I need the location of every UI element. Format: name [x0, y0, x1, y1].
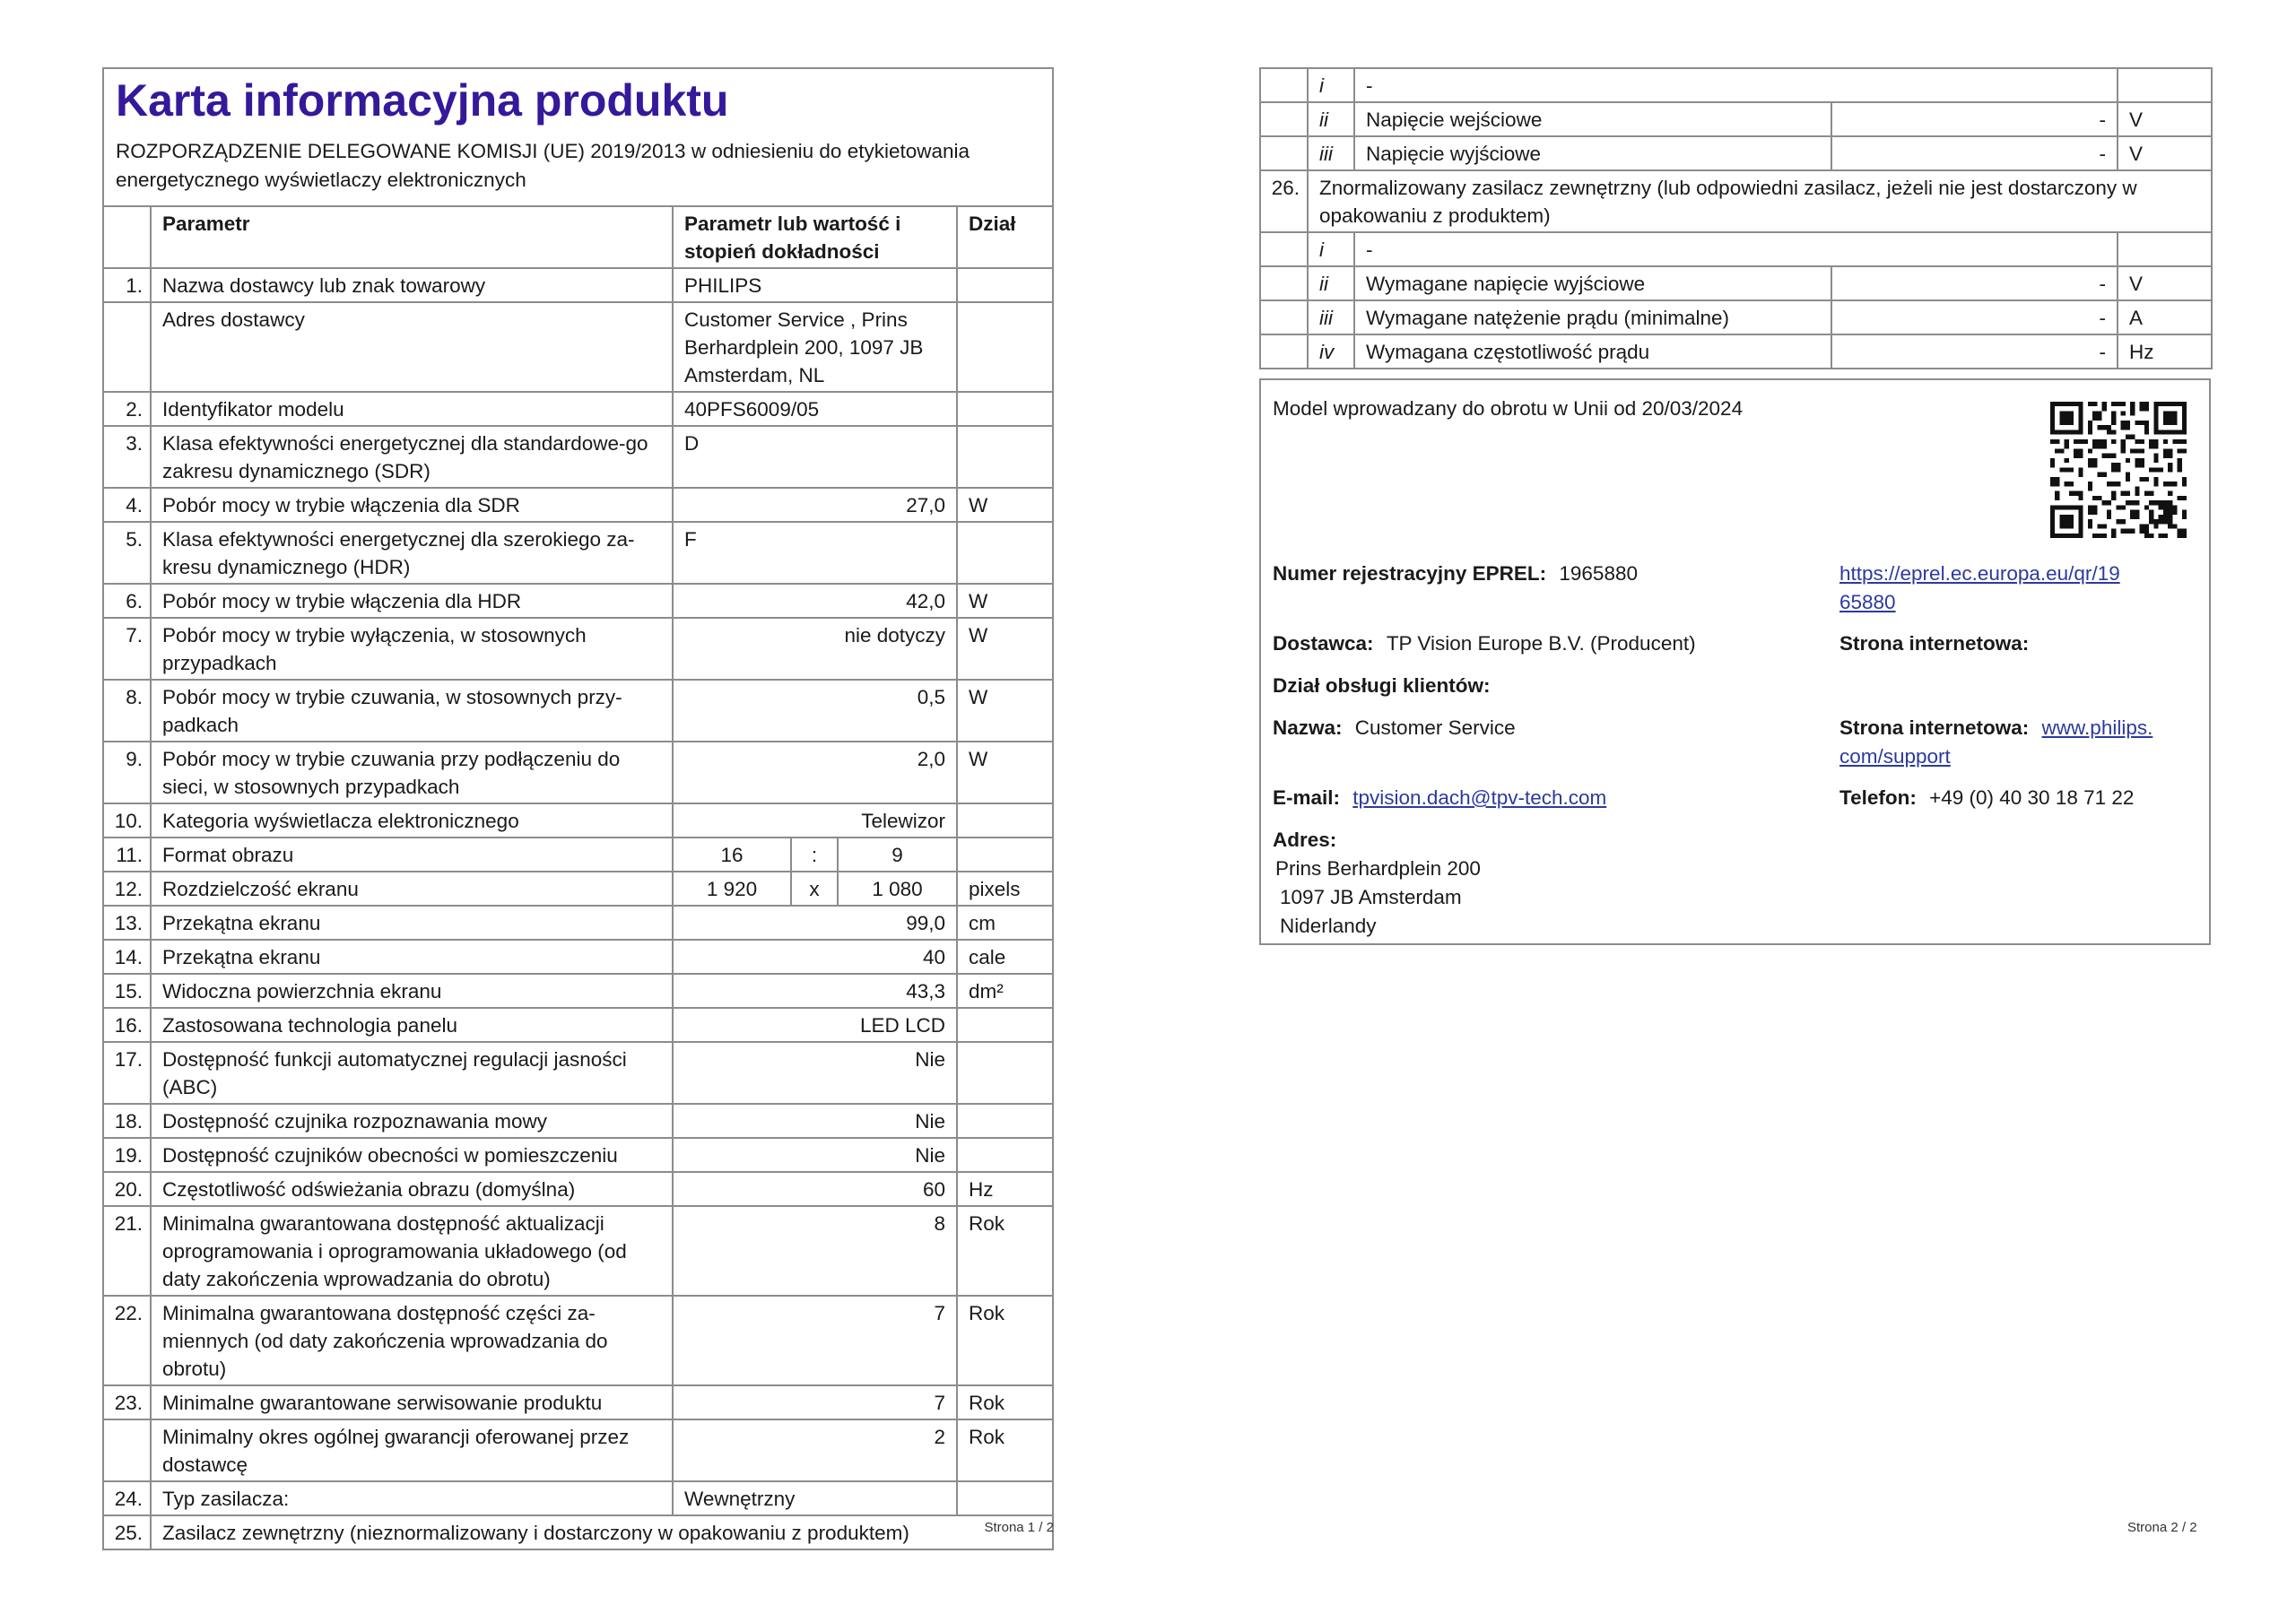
row-value: Nie: [673, 1138, 957, 1172]
table-row: [103, 618, 1053, 680]
row-label: Zasilacz zewnętrzny (nieznormalizowany i dostarczony w opakowaniu z produktem): [151, 1515, 1053, 1549]
eprel-value: 1965880: [1559, 562, 1638, 585]
row-unit: cale: [957, 940, 1053, 974]
row-label: Napięcie wejściowe: [1354, 102, 1831, 136]
row-unit: Hz: [957, 1172, 1053, 1206]
eprel-link-line2[interactable]: 65880: [1839, 591, 1896, 613]
row-value: 43,3: [673, 974, 957, 1008]
row-unit: V: [2118, 266, 2212, 300]
row-label: Pobór mocy w trybie włączenia dla SDR: [151, 488, 673, 522]
customer-service-label: Dział obsługi klientów:: [1273, 674, 1491, 697]
row-number: 9.: [103, 742, 151, 803]
row-label: Typ zasilacza:: [151, 1481, 673, 1515]
row-value: 60: [673, 1172, 957, 1206]
row-label: Minimalna gwarantowana dostępność aktualizacji oprogramowania i oprogramowania układowego (od daty zakończenia wprowadzania do obrotu): [151, 1206, 673, 1296]
row-number: 2.: [103, 392, 151, 426]
row-number: [1260, 102, 1308, 136]
website-label: Strona internetowa:: [1839, 632, 2030, 655]
table-row: [103, 1104, 1053, 1138]
row-number: 8.: [103, 680, 151, 742]
row-unit: Rok: [957, 1296, 1053, 1385]
row-number: [1260, 334, 1308, 369]
row-number: 7.: [103, 618, 151, 680]
row-unit: [957, 1008, 1053, 1042]
table-header-row: [103, 206, 1053, 268]
row-label: Rozdzielczość ekranu: [151, 872, 673, 906]
header-value: Parametr lub wartość i stopień dokładności: [673, 206, 957, 268]
table-row: [103, 1008, 1053, 1042]
row-roman: iv: [1308, 334, 1354, 369]
row-number: 11.: [103, 838, 151, 872]
row-separator: x: [791, 872, 838, 906]
row-unit: cm: [957, 906, 1053, 940]
table-row: [103, 1172, 1053, 1206]
table-row: [103, 268, 1053, 302]
row-label: Klasa efektywności energetycznej dla szerokiego za-kresu dynamicznego (HDR): [151, 522, 673, 584]
row-number: 4.: [103, 488, 151, 522]
address-line-3: Niderlandy: [1280, 915, 1377, 937]
info-box: [1259, 378, 2211, 945]
table-row: [1260, 232, 2212, 266]
row-number: 24.: [103, 1481, 151, 1515]
regulation-subtitle: ROZPORZĄDZENIE DELEGOWANE KOMISJI (UE) 2019/2013 w odniesieniu do etykietowania energetycznego wyświetlaczy elektronicznych: [116, 140, 970, 191]
phone-value: +49 (0) 40 30 18 71 22: [1929, 786, 2135, 809]
supplier-value: TP Vision Europe B.V. (Producent): [1386, 632, 1696, 655]
row-number: 20.: [103, 1172, 151, 1206]
row-unit: [957, 426, 1053, 488]
qr-code-icon[interactable]: [2050, 402, 2187, 538]
row-unit: [957, 1042, 1053, 1104]
row-roman: iii: [1308, 136, 1354, 170]
email-link[interactable]: tpvision.dach@tpv-tech.com: [1352, 786, 1607, 809]
row-value: 42,0: [673, 584, 957, 618]
row-roman: i: [1308, 68, 1354, 102]
page-number-2: Strona 2 / 2: [2127, 1520, 2197, 1535]
address-label: Adres:: [1273, 829, 1337, 851]
table-row: [103, 1296, 1053, 1385]
table-row: [103, 803, 1053, 838]
model-date: Model wprowadzany do obrotu w Unii od 20/03/2024: [1273, 397, 1744, 420]
row-label: Zastosowana technologia panelu: [151, 1008, 673, 1042]
table-row: [103, 906, 1053, 940]
row-value: 7: [673, 1385, 957, 1419]
table-row: [103, 426, 1053, 488]
table-row: [1260, 300, 2212, 334]
row-value: 40: [673, 940, 957, 974]
row-number: 6.: [103, 584, 151, 618]
table-row: [1260, 136, 2212, 170]
table-row: [103, 1042, 1053, 1104]
row-unit: W: [957, 488, 1053, 522]
website2-link-line1[interactable]: www.philips.: [2041, 716, 2153, 739]
row-label: Dostępność funkcji automatycznej regulacji jasności (ABC): [151, 1042, 673, 1104]
row-value-a: 16: [673, 838, 791, 872]
row-unit: Rok: [957, 1206, 1053, 1296]
row-number: [103, 1419, 151, 1481]
row-value: 2: [673, 1419, 957, 1481]
website2-link-line2[interactable]: com/support: [1839, 745, 1951, 768]
row-roman: ii: [1308, 102, 1354, 136]
row-label: Widoczna powierzchnia ekranu: [151, 974, 673, 1008]
address-block: [1273, 826, 1481, 941]
row-label: Minimalna gwarantowana dostępność części za-miennych (od daty zakończenia wprowadzania do obrotu): [151, 1296, 673, 1385]
row-value: PHILIPS: [673, 268, 957, 302]
row-unit: pixels: [957, 872, 1053, 906]
row-number: 21.: [103, 1206, 151, 1296]
row-number: 14.: [103, 940, 151, 974]
row-value: 99,0: [673, 906, 957, 940]
row-value: 0,5: [673, 680, 957, 742]
row-unit: [2118, 232, 2212, 266]
row-value: 2,0: [673, 742, 957, 803]
table-row: [1260, 102, 2212, 136]
page-1: [102, 67, 1054, 1550]
row-number: [1260, 300, 1308, 334]
row-unit: [957, 803, 1053, 838]
row-number: 17.: [103, 1042, 151, 1104]
table-row: [1260, 334, 2212, 369]
row-label: Pobór mocy w trybie czuwania, w stosownych przy-padkach: [151, 680, 673, 742]
row-value: 27,0: [673, 488, 957, 522]
row-value: LED LCD: [673, 1008, 957, 1042]
row-value: 8: [673, 1206, 957, 1296]
row-number: 19.: [103, 1138, 151, 1172]
phone-row: [1839, 784, 2134, 812]
row-value: -: [1831, 102, 2118, 136]
row-label: Przekątna ekranu: [151, 940, 673, 974]
row-label: Znormalizowany zasilacz zewnętrzny (lub odpowiedni zasilacz, jeżeli nie jest dostarczony w opakowaniu z produktem): [1308, 170, 2212, 232]
eprel-link[interactable]: [1839, 560, 2120, 617]
website2-label: Strona internetowa:: [1839, 716, 2030, 739]
row-label: -: [1354, 68, 2118, 102]
row-value-a: 1 920: [673, 872, 791, 906]
row-unit: Rok: [957, 1385, 1053, 1419]
title-box: [102, 67, 1054, 205]
row-unit: [957, 838, 1053, 872]
row-label: Dostępność czujników obecności w pomieszczeniu: [151, 1138, 673, 1172]
phone-label: Telefon:: [1839, 786, 1917, 809]
row-value: -: [1831, 300, 2118, 334]
supplier-label: Dostawca:: [1273, 632, 1374, 655]
row-value: -: [1831, 136, 2118, 170]
name-value: Customer Service: [1354, 716, 1516, 739]
page-2: [1259, 67, 2211, 369]
supplier-row: [1273, 629, 1696, 658]
header-num: [103, 206, 151, 268]
row-number: 25.: [103, 1515, 151, 1549]
row-value: 40PFS6009/05: [673, 392, 957, 426]
name-row: [1273, 714, 1516, 742]
power-supply-table: [1259, 67, 2213, 369]
row-value: 7: [673, 1296, 957, 1385]
row-unit: Rok: [957, 1419, 1053, 1481]
row-label: Wymagane natężenie prądu (minimalne): [1354, 300, 1831, 334]
row-unit: A: [2118, 300, 2212, 334]
row-unit: W: [957, 584, 1053, 618]
table-row: [103, 1206, 1053, 1296]
row-value: Nie: [673, 1104, 957, 1138]
row-label: Minimalny okres ogólnej gwarancji oferowanej przez dostawcę: [151, 1419, 673, 1481]
row-unit: W: [957, 680, 1053, 742]
row-value: F: [673, 522, 957, 584]
page-title: Karta informacyjna produktu: [116, 75, 729, 126]
row-unit: [2118, 68, 2212, 102]
row-separator: :: [791, 838, 838, 872]
row-value: Telewizor: [673, 803, 957, 838]
row-unit: V: [2118, 102, 2212, 136]
row-number: 3.: [103, 426, 151, 488]
header-unit: Dział: [957, 206, 1053, 268]
row-number: 26.: [1260, 170, 1308, 232]
address-line-1: Prins Berhardplein 200: [1275, 857, 1481, 880]
row-number: 15.: [103, 974, 151, 1008]
row-number: [1260, 68, 1308, 102]
row-roman: ii: [1308, 266, 1354, 300]
row-value: D: [673, 426, 957, 488]
page-number: Strona 1 / 2: [984, 1520, 1054, 1535]
header-param: Parametr: [151, 206, 673, 268]
row-label: Adres dostawcy: [151, 302, 673, 392]
row-label: Pobór mocy w trybie wyłączenia, w stosownych przypadkach: [151, 618, 673, 680]
row-value: Nie: [673, 1042, 957, 1104]
table-row: [1260, 170, 2212, 232]
row-unit: [957, 392, 1053, 426]
row-label: Wymagane napięcie wyjściowe: [1354, 266, 1831, 300]
eprel-row: [1273, 560, 1638, 588]
table-row: [103, 1385, 1053, 1419]
row-number: 23.: [103, 1385, 151, 1419]
row-label: Klasa efektywności energetycznej dla standardowe-go zakresu dynamicznego (SDR): [151, 426, 673, 488]
row-label: Nazwa dostawcy lub znak towarowy: [151, 268, 673, 302]
row-label: Kategoria wyświetlacza elektronicznego: [151, 803, 673, 838]
row-unit: [957, 302, 1053, 392]
row-label: Dostępność czujnika rozpoznawania mowy: [151, 1104, 673, 1138]
row-number: [1260, 136, 1308, 170]
row-label: Pobór mocy w trybie włączenia dla HDR: [151, 584, 673, 618]
row-label: Identyfikator modelu: [151, 392, 673, 426]
row-value: Wewnętrzny: [673, 1481, 957, 1515]
table-row: [103, 872, 1053, 906]
row-unit: [957, 1138, 1053, 1172]
row-label: Przekątna ekranu: [151, 906, 673, 940]
row-number: 5.: [103, 522, 151, 584]
eprel-link-line1[interactable]: https://eprel.ec.europa.eu/qr/19: [1839, 562, 2120, 585]
product-info-table: [102, 205, 1054, 1550]
row-number: [1260, 266, 1308, 300]
table-row: [103, 584, 1053, 618]
row-label: Pobór mocy w trybie czuwania przy podłączeniu do sieci, w stosownych przypadkach: [151, 742, 673, 803]
row-label: Wymagana częstotliwość prądu: [1354, 334, 1831, 369]
row-unit: W: [957, 742, 1053, 803]
row-value: Customer Service , Prins Berhardplein 200, 1097 JB Amsterdam, NL: [673, 302, 957, 392]
table-row: [103, 392, 1053, 426]
row-label: Format obrazu: [151, 838, 673, 872]
row-number: [103, 302, 151, 392]
row-unit: [957, 1481, 1053, 1515]
table-row: [103, 488, 1053, 522]
table-row: [103, 940, 1053, 974]
row-number: 13.: [103, 906, 151, 940]
row-unit: dm²: [957, 974, 1053, 1008]
address-line-2: 1097 JB Amsterdam: [1280, 886, 1462, 908]
row-label: Napięcie wyjściowe: [1354, 136, 1831, 170]
row-unit: [957, 522, 1053, 584]
row-value: nie dotyczy: [673, 618, 957, 680]
row-value: -: [1831, 266, 2118, 300]
row-unit: W: [957, 618, 1053, 680]
website2-row: [1839, 714, 2152, 771]
row-number: 18.: [103, 1104, 151, 1138]
row-number: 1.: [103, 268, 151, 302]
row-unit: [957, 1104, 1053, 1138]
table-row: [103, 1138, 1053, 1172]
row-value-b: 9: [838, 838, 957, 872]
row-number: [1260, 232, 1308, 266]
email-label: E-mail:: [1273, 786, 1341, 809]
row-roman: iii: [1308, 300, 1354, 334]
table-row: [1260, 68, 2212, 102]
row-label: Częstotliwość odświeżania obrazu (domyślna): [151, 1172, 673, 1206]
row-unit: [957, 268, 1053, 302]
row-label: Minimalne gwarantowane serwisowanie produktu: [151, 1385, 673, 1419]
row-roman: i: [1308, 232, 1354, 266]
name-label: Nazwa:: [1273, 716, 1343, 739]
row-unit: V: [2118, 136, 2212, 170]
row-number: 22.: [103, 1296, 151, 1385]
row-number: 16.: [103, 1008, 151, 1042]
table-row: [103, 974, 1053, 1008]
eprel-label: Numer rejestracyjny EPREL:: [1273, 562, 1547, 585]
table-row: [103, 680, 1053, 742]
row-value: -: [1831, 334, 2118, 369]
table-row: [103, 1419, 1053, 1481]
row-value-b: 1 080: [838, 872, 957, 906]
table-row: [103, 838, 1053, 872]
table-row: [103, 1515, 1053, 1549]
row-label: -: [1354, 232, 2118, 266]
table-row: [1260, 266, 2212, 300]
email-row: [1273, 784, 1606, 812]
table-row: [103, 522, 1053, 584]
row-unit: Hz: [2118, 334, 2212, 369]
row-number: 10.: [103, 803, 151, 838]
table-row: [103, 742, 1053, 803]
table-row: [103, 302, 1053, 392]
table-row: [103, 1481, 1053, 1515]
row-number: 12.: [103, 872, 151, 906]
